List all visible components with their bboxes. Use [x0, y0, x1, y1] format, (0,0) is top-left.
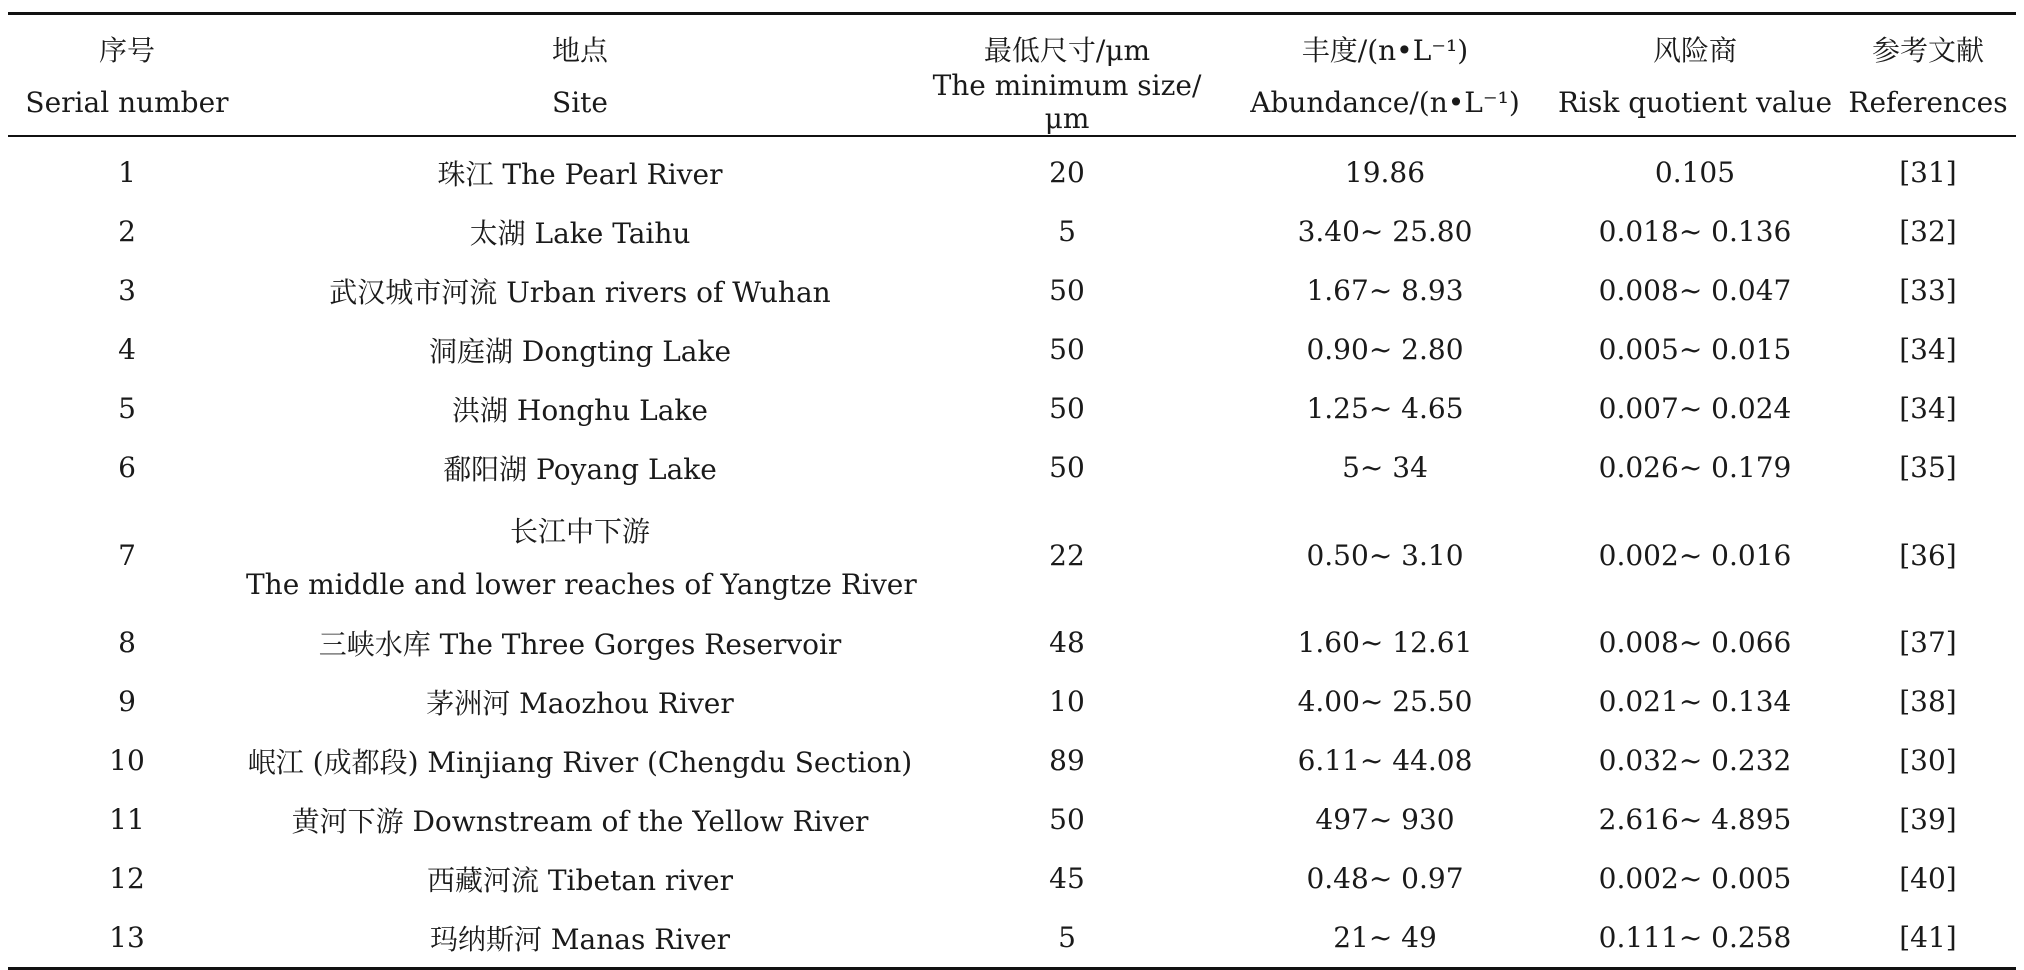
cell-site: 三峡水库 The Three Gorges Reservoir [318, 627, 842, 661]
header-serial-zh: 序号 [8, 14, 246, 70]
cell-min-size: 50 [1049, 451, 1085, 484]
table-row [8, 261, 2016, 320]
cell-abundance: 3.40~ 25.80 [1297, 215, 1473, 248]
cell-risk-quotient: 0.008~ 0.047 [1598, 274, 1792, 307]
header-min-size-en: The minimum size/μm [914, 69, 1220, 136]
header-abundance-en: Abundance/(n•L⁻¹) [1220, 69, 1550, 136]
cell-reference: [35] [1899, 451, 1957, 484]
table-row [8, 202, 2016, 261]
cell-abundance: 4.00~ 25.50 [1297, 685, 1473, 718]
table-row [8, 320, 2016, 379]
table-body [8, 136, 2016, 969]
cell-serial: 6 [118, 451, 136, 484]
cell-min-size: 5 [1058, 215, 1076, 248]
cell-risk-quotient: 0.002~ 0.016 [1598, 538, 1792, 572]
cell-risk-quotient: 2.616~ 4.895 [1598, 803, 1792, 836]
cell-site: 玛纳斯河 Manas River [246, 908, 914, 969]
header-abundance-zh: 丰度/(n•L⁻¹) [1220, 14, 1550, 70]
header-min-size-zh: 最低尺寸/μm [914, 14, 1220, 70]
cell-min-size: 20 [1049, 156, 1085, 189]
header-serial-en: Serial number [8, 69, 246, 136]
table-row [8, 790, 2016, 849]
cell-reference: [32] [1899, 215, 1957, 248]
cell-abundance: 19.86 [1344, 156, 1426, 189]
table-header [8, 14, 2016, 137]
cell-abundance: 21~ 49 [1220, 908, 1550, 969]
cell-min-size: 50 [1049, 333, 1085, 366]
cell-min-size: 48 [1049, 626, 1085, 659]
cell-serial: 4 [118, 333, 136, 366]
table-row [8, 908, 2016, 969]
cell-serial: 5 [118, 392, 136, 425]
cell-risk-quotient: 0.008~ 0.066 [1598, 626, 1792, 659]
header-references-en: References [1840, 69, 2016, 136]
cell-min-size: 45 [1049, 862, 1085, 895]
table-row [8, 849, 2016, 908]
cell-risk-quotient: 0.111~ 0.258 [1550, 908, 1840, 969]
cell-reference: [33] [1899, 274, 1957, 307]
data-table [8, 12, 2016, 970]
cell-reference: [40] [1899, 862, 1957, 895]
cell-site-line-1: 长江中下游 [509, 514, 650, 548]
cell-abundance: 497~ 930 [1315, 803, 1455, 836]
cell-reference: [36] [1899, 538, 1957, 572]
header-risk-en: Risk quotient value [1550, 69, 1840, 136]
cell-site: 茅洲河 Maozhou River [426, 686, 734, 720]
cell-risk-quotient: 0.005~ 0.015 [1598, 333, 1792, 366]
cell-serial: 12 [109, 862, 145, 895]
cell-site: 珠江 The Pearl River [437, 157, 723, 191]
table-row [8, 613, 2016, 672]
header-risk-zh: 风险商 [1550, 14, 1840, 70]
cell-serial: 9 [118, 685, 136, 718]
cell-site: 洞庭湖 Dongting Lake [428, 334, 732, 368]
header-site-zh: 地点 [246, 14, 914, 70]
cell-risk-quotient: 0.002~ 0.005 [1598, 862, 1792, 895]
cell-site: 黄河下游 Downstream of the Yellow River [291, 804, 869, 838]
cell-reference: [39] [1899, 803, 1957, 836]
cell-site: 太湖 Lake Taihu [469, 216, 691, 250]
header-row-english [8, 69, 2016, 136]
header-site-en: Site [246, 69, 914, 136]
cell-reference: [41] [1840, 908, 2016, 969]
cell-abundance: 1.60~ 12.61 [1297, 626, 1473, 659]
cell-min-size: 50 [1049, 803, 1085, 836]
cell-reference: [31] [1899, 156, 1957, 189]
cell-risk-quotient: 0.026~ 0.179 [1598, 451, 1792, 484]
cell-serial: 13 [8, 908, 246, 969]
cell-site: 鄱阳湖 Poyang Lake [443, 452, 717, 486]
cell-risk-quotient: 0.021~ 0.134 [1598, 685, 1792, 718]
cell-abundance: 0.48~ 0.97 [1306, 862, 1464, 895]
cell-min-size: 89 [1049, 744, 1085, 777]
cell-site [246, 497, 917, 613]
cell-site: 西藏河流 Tibetan river [426, 863, 734, 897]
cell-site: 岷江 (成都段) Minjiang River (Chengdu Section) [247, 745, 913, 779]
cell-abundance: 1.25~ 4.65 [1306, 392, 1464, 425]
cell-reference: [34] [1899, 333, 1957, 366]
cell-min-size: 50 [1049, 274, 1085, 307]
cell-abundance: 6.11~ 44.08 [1297, 744, 1473, 777]
table-row [8, 731, 2016, 790]
cell-risk-quotient: 0.032~ 0.232 [1598, 744, 1792, 777]
cell-abundance: 1.67~ 8.93 [1306, 274, 1464, 307]
cell-abundance: 5~ 34 [1342, 451, 1428, 484]
table-row [8, 136, 2016, 202]
cell-site: 洪湖 Honghu Lake [452, 393, 708, 427]
cell-serial: 10 [109, 744, 145, 777]
header-references-zh: 参考文献 [1840, 14, 2016, 70]
table-row [8, 672, 2016, 731]
table-row [8, 379, 2016, 438]
cell-risk-quotient: 0.105 [1654, 156, 1736, 189]
cell-reference: [38] [1899, 685, 1957, 718]
table-row [8, 438, 2016, 497]
cell-min-size: 5 [914, 908, 1220, 969]
cell-serial: 7 [118, 538, 136, 572]
cell-reference: [30] [1899, 744, 1957, 777]
cell-abundance: 0.50~ 3.10 [1306, 538, 1464, 572]
cell-serial: 11 [109, 803, 145, 836]
cell-abundance: 0.90~ 2.80 [1306, 333, 1464, 366]
cell-risk-quotient: 0.007~ 0.024 [1598, 392, 1792, 425]
cell-min-size: 50 [1049, 392, 1085, 425]
cell-site-line-2: The middle and lower reaches of Yangtze River [246, 567, 917, 601]
cell-min-size: 22 [1049, 538, 1085, 572]
cell-reference: [34] [1899, 392, 1957, 425]
cell-reference: [37] [1899, 626, 1957, 659]
cell-risk-quotient: 0.018~ 0.136 [1598, 215, 1792, 248]
cell-site: 武汉城市河流 Urban rivers of Wuhan [329, 275, 831, 309]
cell-serial: 3 [118, 274, 136, 307]
cell-serial: 1 [118, 156, 136, 189]
header-row-chinese [8, 14, 2016, 70]
table-row [8, 497, 2016, 613]
cell-serial: 2 [118, 215, 136, 248]
cell-min-size: 10 [1049, 685, 1085, 718]
cell-serial: 8 [118, 626, 136, 659]
